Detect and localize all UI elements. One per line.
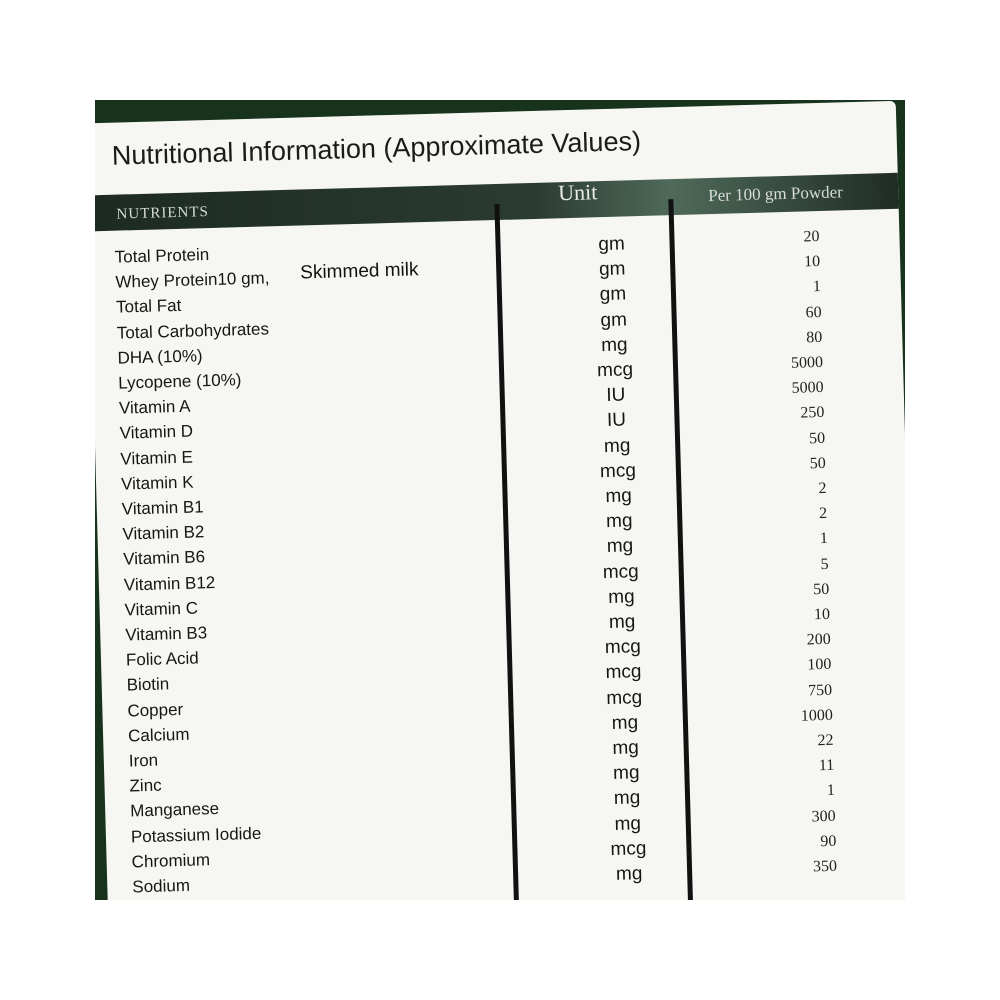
nutrient-name: Potassium Iodide	[130, 823, 262, 847]
nutrient-value: 50	[809, 454, 827, 473]
nutrient-value: 20	[803, 228, 820, 246]
nutrient-name: Vitamin E	[120, 447, 194, 469]
nutrient-value: 300	[811, 807, 836, 826]
nutrient-unit: mcg	[610, 837, 647, 860]
nutrient-value: 750	[807, 681, 833, 700]
nutrient-name: Whey Protein10 gm,	[115, 268, 270, 292]
nutrient-unit: gm	[599, 283, 627, 306]
nutrient-name: Iron	[128, 750, 159, 771]
label-title: Nutritional Information (Approximate Values)	[111, 125, 642, 171]
nutrient-unit: IU	[606, 384, 626, 407]
nutrient-name: Vitamin B2	[122, 522, 205, 544]
nutrient-name: Vitamin C	[124, 598, 199, 620]
nutrient-value: 60	[805, 303, 822, 322]
nutrition-label	[95, 101, 905, 900]
nutrient-name: Chromium	[131, 850, 211, 872]
nutrient-value: 80	[806, 328, 823, 347]
nutrient-value: 100	[807, 656, 832, 674]
nutrient-name: Total Carbohydrates	[116, 319, 270, 343]
nutrient-value: 200	[806, 631, 831, 649]
nutrient-name: Vitamin A	[118, 396, 191, 418]
nutrient-value: 10	[813, 605, 831, 624]
nutrient-name: Total Fat	[115, 296, 182, 318]
nutrient-unit: mg	[614, 812, 642, 835]
nutrient-name: DHA (10%)	[117, 346, 203, 368]
nutrient-value: 50	[808, 429, 826, 447]
nutrient-name: Total Protein	[114, 245, 210, 267]
nutrient-name: Sodium	[132, 875, 191, 897]
nutrient-unit: mg	[606, 535, 634, 558]
nutrient-unit: mg	[612, 762, 640, 785]
nutrient-name: Folic Acid	[125, 648, 199, 670]
nutrient-name: Vitamin B3	[125, 623, 208, 645]
nutrient-value: 1	[826, 782, 836, 800]
nutrient-value: 5	[820, 555, 829, 573]
nutrient-unit: mg	[600, 334, 628, 356]
header-per-100gm: Per 100 gm Powder	[707, 182, 844, 206]
nutrient-unit: mcg	[604, 636, 642, 659]
nutrient-value: 5000	[790, 353, 824, 372]
nutrient-name: Manganese	[129, 799, 220, 821]
nutrient-unit: mg	[612, 737, 640, 759]
nutrient-unit: mcg	[606, 686, 643, 709]
nutrient-unit: mg	[613, 787, 641, 810]
header-unit: Unit	[557, 179, 598, 206]
nutrient-value: 90	[820, 832, 837, 851]
nutrient-value: 250	[800, 404, 825, 422]
nutrient-name: Biotin	[126, 674, 170, 695]
nutrient-unit: gm	[600, 309, 628, 331]
nutrient-value: 10	[803, 253, 821, 271]
nutrient-unit: mg	[605, 510, 633, 533]
nutrient-unit: mg	[608, 611, 636, 634]
nutrient-name: Vitamin K	[120, 472, 194, 494]
nutrient-value: 50	[813, 580, 830, 599]
nutrient-value: 350	[812, 857, 838, 876]
nutrient-unit: IU	[606, 409, 627, 432]
nutrient-value: 2	[818, 505, 828, 523]
nutrient-value: 1000	[800, 706, 834, 725]
nutrient-unit: mg	[607, 586, 635, 608]
header-nutrients: NUTRIENTS	[116, 204, 210, 223]
nutrient-name: Zinc	[129, 775, 162, 796]
nutrient-name: Vitamin B1	[121, 497, 204, 519]
nutrient-value: 2	[818, 479, 827, 498]
nutrient-unit: gm	[598, 233, 626, 256]
nutrient-name: Vitamin D	[119, 421, 194, 444]
nutrient-value: 11	[818, 756, 835, 775]
nutrient-unit: mcg	[599, 460, 637, 483]
nutrient-unit: mg	[615, 863, 643, 885]
nutrient-value: 5000	[791, 379, 824, 398]
nutrient-name: Vitamin B12	[123, 572, 216, 595]
nutrient-name: Lycopene (10%)	[117, 370, 242, 393]
nutrient-unit: mg	[603, 434, 631, 457]
nutrient-unit: mg	[605, 485, 633, 508]
nutrient-value: 22	[817, 731, 834, 750]
nutrient-unit: mcg	[605, 661, 642, 684]
nutrient-value: 1	[812, 278, 822, 296]
label-photo	[95, 100, 905, 900]
nutrient-name: Calcium	[127, 724, 190, 746]
nutrient-unit: mcg	[602, 560, 639, 583]
nutrient-unit: mg	[611, 712, 639, 734]
nutrient-name: Copper	[127, 699, 184, 721]
nutrient-value: 1	[819, 530, 829, 548]
nutrient-unit: mcg	[596, 359, 634, 382]
nutrient-unit: gm	[598, 258, 626, 281]
skimmed-milk-note: Skimmed milk	[299, 259, 419, 284]
nutrient-name: Vitamin B6	[122, 547, 206, 569]
